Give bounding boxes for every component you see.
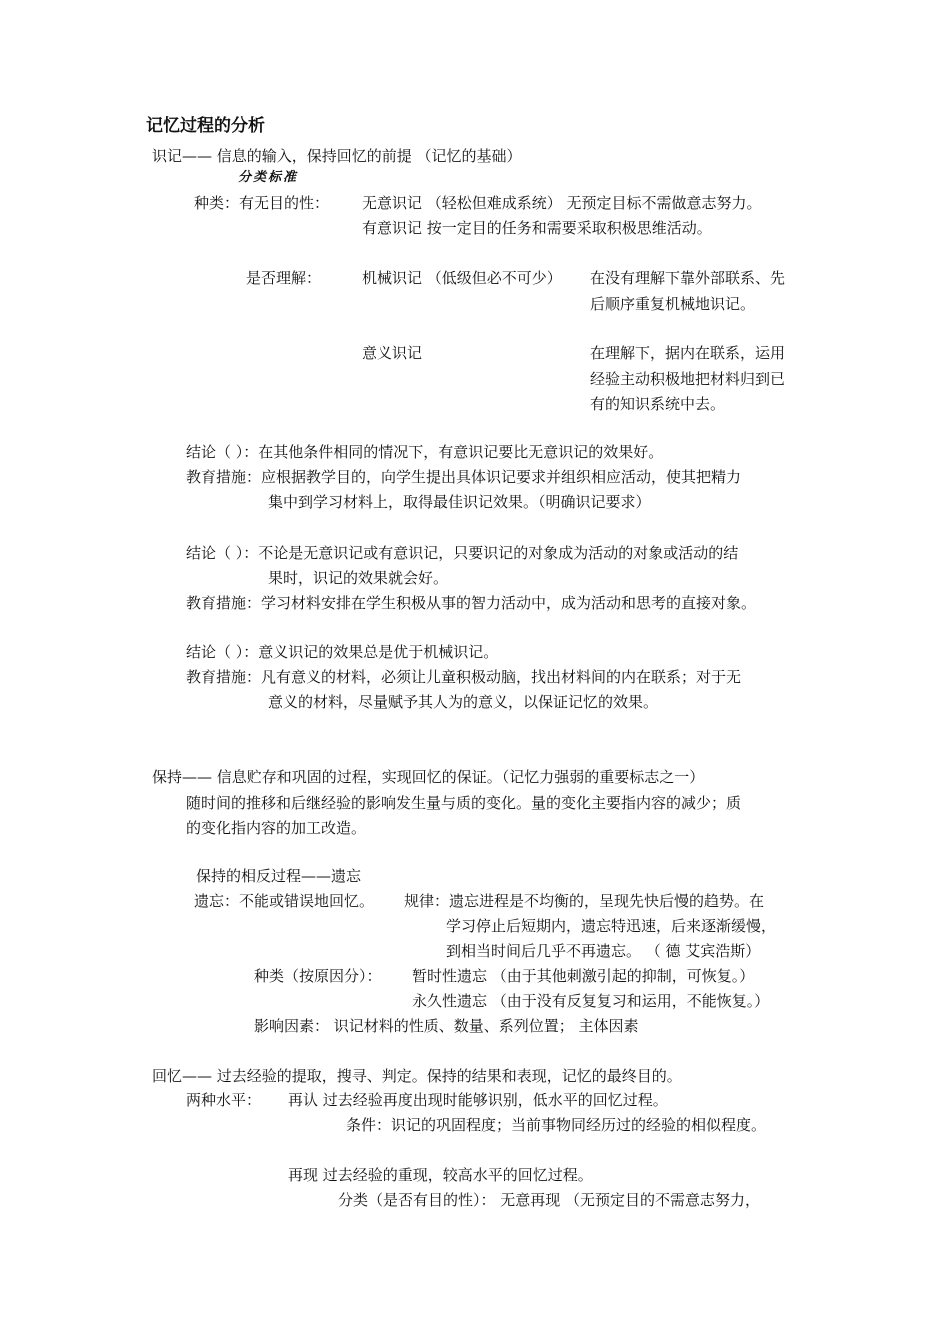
temporary-forget: 暂时性遗忘 （由于其他刺激引起的抑制，可恢复。） [412, 967, 755, 985]
jixie-shiji: 机械识记 （低级但必不可少） [362, 269, 562, 287]
conclusion-1: 结论（ ）：在其他条件相同的情况下，有意识记要比无意识记的效果好。 [186, 443, 664, 461]
shiji-heading: 识记—— 信息的输入，保持回忆的前提 （记忆的基础） [152, 147, 522, 165]
forget-rule-3: 到相当时间后几乎不再遗忘。 （ 德 艾宾浩斯） [446, 942, 761, 960]
zaixian-classify: 分类（是否有目的性）： 无意再现 （无预定目的不需意志努力， [338, 1191, 761, 1209]
wuyi-shiji: 无意识记 （轻松但难成系统） 无预定目标不需做意志努力。 [362, 194, 762, 212]
yiyi-shiji: 意义识记 [362, 344, 423, 362]
zaixian: 再现 过去经验的重现，较高水平的回忆过程。 [288, 1166, 593, 1184]
yiyi-desc-3: 有的知识系统中去。 [590, 395, 726, 413]
zairen-condition: 条件：识记的巩固程度；当前事物同经历过的经验的相似程度。 [346, 1116, 767, 1134]
page-title: 记忆过程的分析 [146, 116, 265, 136]
huiyi-heading: 回忆—— 过去经验的提取，搜寻、判定。保持的结果和表现，记忆的最终目的。 [152, 1067, 682, 1085]
education-1b: 集中到学习材料上，取得最佳识记效果。（明确识记要求） [268, 493, 651, 511]
yiyi-desc-1: 在理解下，据内在联系，运用 [590, 344, 786, 362]
levels-label: 两种水平： [186, 1091, 262, 1109]
lijie-label: 是否理解： [246, 269, 322, 287]
education-2: 教育措施：学习材料安排在学生积极从事的智力活动中，成为活动和思考的直接对象。 [186, 594, 757, 612]
forget-rule-1: 规律：遗忘进程是不均衡的，呈现先快后慢的趋势。在 [404, 892, 765, 910]
baochi-line-2: 随时间的推移和后继经验的影响发生量与质的变化。量的变化主要指内容的减少；质 [186, 794, 742, 812]
baochi-line-3: 的变化指内容的加工改造。 [186, 819, 367, 837]
forget-kind-label: 种类（按原因分）： [254, 967, 382, 985]
youyi-shiji: 有意识记 按一定目的任务和需要采取积极思维活动。 [362, 219, 712, 237]
opposite-process: 保持的相反过程——遗忘 [196, 867, 362, 885]
forget-rule-2: 学习停止后短期内，遗忘特迅速，后来逐渐缓慢， [446, 917, 777, 935]
jixie-desc-2: 后顺序重复机械地识记。 [590, 295, 756, 313]
yiyi-desc-2: 经验主动积极地把材料归到已 [590, 370, 786, 388]
influence-factors: 影响因素： 识记材料的性质、数量、系列位置； 主体因素 [254, 1017, 639, 1035]
conclusion-3: 结论（ ）：意义识记的效果总是优于机械识记。 [186, 643, 499, 661]
forget-def: 遗忘：不能或错误地回忆。 [194, 892, 375, 910]
kind-label: 种类：有无目的性： [194, 194, 330, 212]
education-3a: 教育措施：凡有意义的材料，必须让儿童积极动脑，找出材料间的内在联系；对于无 [186, 668, 742, 686]
baochi-heading: 保持—— 信息贮存和巩固的过程，实现回忆的保证。（记忆力强弱的重要标志之一） [152, 768, 705, 786]
education-3b: 意义的材料，尽量赋予其人为的意义，以保证记忆的效果。 [268, 693, 659, 711]
handwritten-note: 分类标准 [238, 170, 299, 185]
zairen: 再认 过去经验再度出现时能够识别，低水平的回忆过程。 [288, 1091, 668, 1109]
conclusion-2a: 结论（ ）：不论是无意识记或有意识记，只要识记的对象成为活动的对象或活动的结 [186, 544, 739, 562]
conclusion-2b: 果时，识记的效果就会好。 [268, 569, 449, 587]
permanent-forget: 永久性遗忘 （由于没有反复复习和运用，不能恢复。） [412, 992, 770, 1010]
education-1a: 教育措施：应根据教学目的，向学生提出具体识记要求并组织相应活动，使其把精力 [186, 468, 742, 486]
jixie-desc-1: 在没有理解下靠外部联系、先 [590, 269, 786, 287]
